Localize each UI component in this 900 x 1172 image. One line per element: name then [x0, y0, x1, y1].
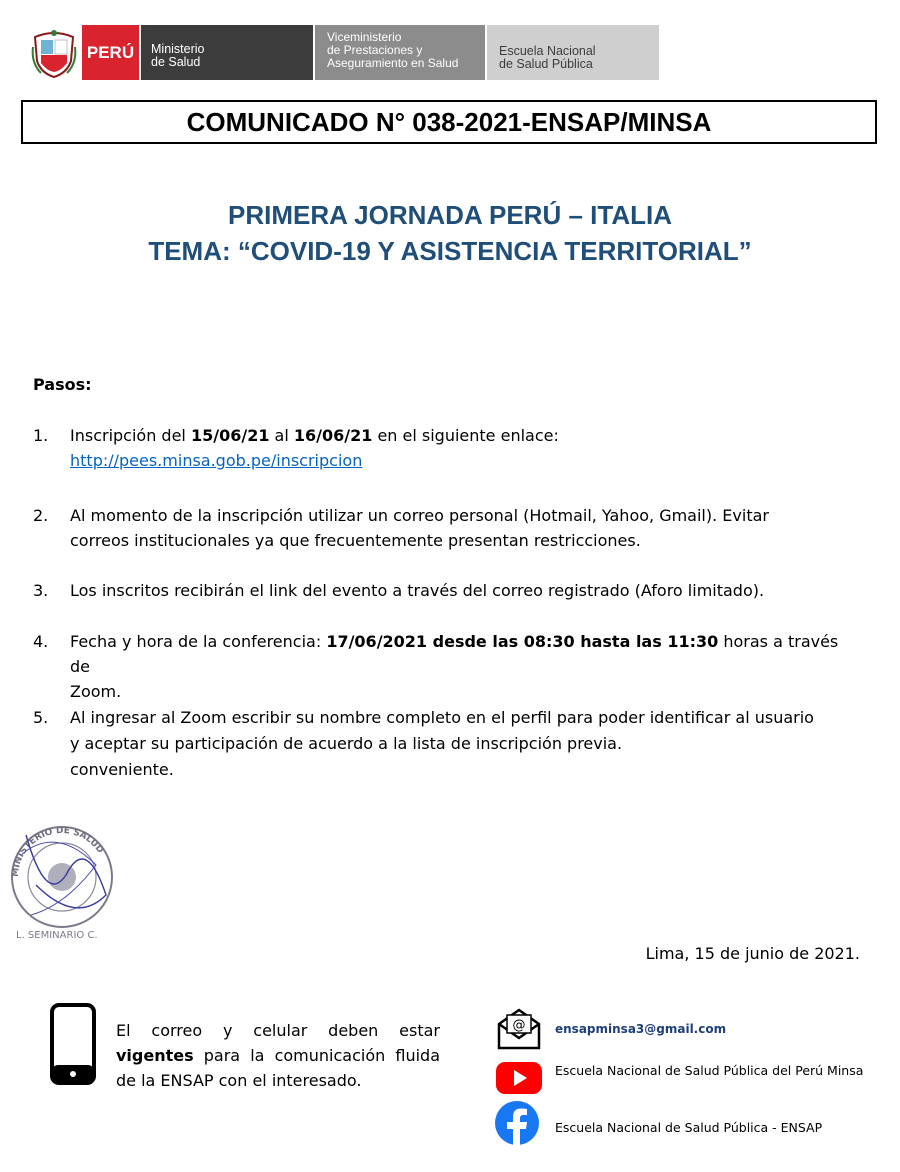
step-text: correos institucionales ya que frecuentemente presentan restricciones. — [70, 531, 641, 550]
event-title: PRIMERA JORNADA PERÚ – ITALIA — [228, 200, 672, 230]
facebook-icon[interactable] — [495, 1100, 543, 1144]
contact-notice — [116, 1018, 440, 1093]
step-text: Al momento de la inscripción utilizar un correo personal (Hotmail, Yahoo, Gmail). Evitar — [70, 506, 769, 525]
header-logo-bar — [30, 25, 659, 80]
viceministry-logo — [315, 25, 485, 80]
email-envelope-icon — [495, 1006, 543, 1050]
date-line: Lima, 15 de junio de 2021. — [645, 944, 860, 963]
step-text: horas a través de — [70, 632, 839, 676]
school-line-2: de Salud Pública — [499, 57, 593, 71]
mobile-phone-icon — [50, 1003, 96, 1085]
step-text: y aceptar su participación de acuerdo a la lista de inscripción previa. — [70, 734, 623, 753]
steps-heading: Pasos: — [33, 375, 92, 394]
step-item-3 — [33, 578, 863, 603]
facebook-page-label[interactable]: Escuela Nacional de Salud Pública - ENSAP — [555, 1120, 823, 1135]
school-line-1: Escuela Nacional — [499, 44, 596, 58]
svg-text:@: @ — [512, 1018, 526, 1033]
youtube-channel-label[interactable]: Escuela Nacional de Salud Pública del Perú Minsa — [555, 1063, 864, 1078]
step-text: en el siguiente enlace: — [372, 426, 559, 445]
youtube-icon[interactable] — [495, 1058, 543, 1102]
step-text: al — [269, 426, 294, 445]
step-number: 1. — [33, 426, 49, 445]
step-item-2 — [33, 503, 863, 553]
step-item-4 — [33, 629, 863, 704]
vice-line-1: Viceministerio — [327, 30, 402, 44]
stamp-top-text: MINISTERIO DE SALUD — [10, 825, 106, 878]
step-number: 4. — [33, 632, 49, 651]
ministry-line-2: de Salud — [151, 55, 201, 69]
step-number: 5. — [33, 708, 49, 727]
ministry-line-1: Ministerio — [151, 42, 205, 56]
ministry-logo — [141, 25, 313, 80]
step-item-1 — [33, 423, 863, 473]
comunicado-title: COMUNICADO N° 038-2021-ENSAP/MINSA — [21, 100, 877, 144]
notice-text: para la comunicación fluida de la ENSAP con el interesado. — [116, 1046, 440, 1090]
contact-email[interactable]: ensapminsa3@gmail.com — [555, 1022, 727, 1036]
stamp-signature-name: L. SEMINARIO C. — [16, 930, 98, 941]
step-text: Inscripción del — [70, 426, 191, 445]
school-logo — [487, 25, 659, 80]
step-number: 2. — [33, 506, 49, 525]
step-number: 3. — [33, 581, 49, 600]
vice-line-3: Aseguramiento en Salud — [327, 56, 459, 70]
notice-text: El correo y celular deben estar — [116, 1021, 440, 1040]
date-to: 16/06/21 — [293, 426, 373, 445]
step-text: Los inscritos recibirán el link del evento a través del correo registrado (Aforo limitado). — [70, 581, 765, 600]
step-text: conveniente. — [70, 760, 174, 779]
date-from: 15/06/21 — [190, 426, 270, 445]
vice-line-2: de Prestaciones y — [327, 43, 423, 57]
conference-datetime: 17/06/2021 desde las 08:30 hasta las 11:30 — [326, 632, 719, 651]
notice-bold: vigentes — [116, 1046, 194, 1065]
step-text: Zoom. — [70, 682, 122, 701]
coat-of-arms-icon — [30, 25, 78, 80]
step-item-5 — [33, 705, 863, 783]
step-text: Al ingresar al Zoom escribir su nombre completo en el perfil para poder identificar al usuario — [70, 708, 814, 727]
registration-link[interactable]: http://pees.minsa.gob.pe/inscripcion — [70, 451, 363, 470]
official-stamp — [6, 815, 118, 945]
event-theme: TEMA: “COVID-19 Y ASISTENCIA TERRITORIAL” — [148, 236, 752, 266]
step-text: Fecha y hora de la conferencia: — [70, 632, 327, 651]
peru-logo: PERÚ — [82, 25, 139, 80]
